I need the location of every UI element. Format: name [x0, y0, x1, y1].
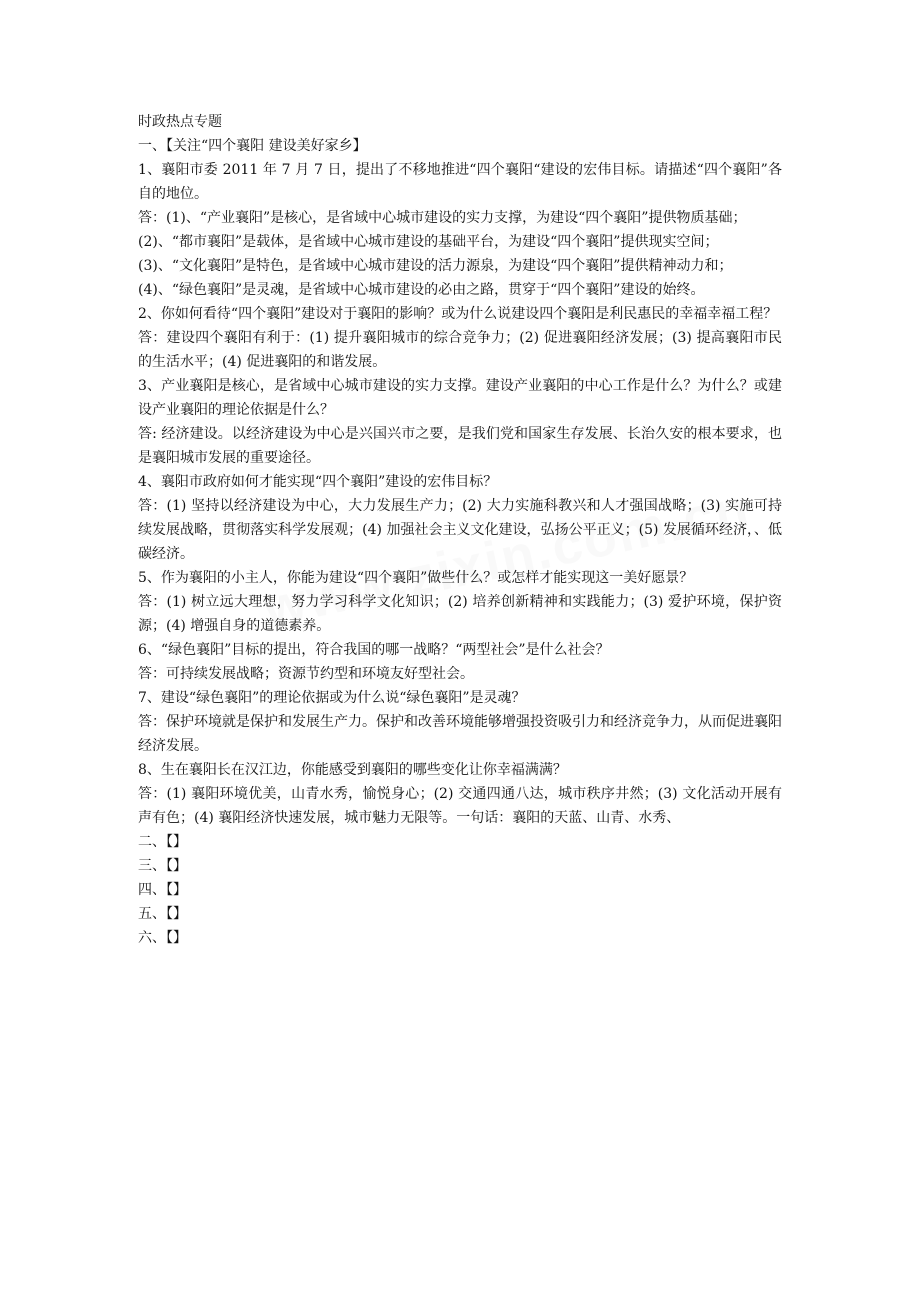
- answer-2: 答：建设四个襄阳有利于：(1) 提升襄阳城市的综合竞争力；(2) 促进襄阳经济发展；(3) 提高襄阳市民的生活水平；(4) 促进襄阳的和谐发展。: [138, 330, 782, 370]
- answer-1-part-1: 答：(1)、“产业襄阳”是核心，是省域中心城市建设的实力支撑，为建设“四个襄阳”提供物质基础；: [138, 210, 747, 226]
- answer-7: 答：保护环境就是保护和发展生产力。保护和改善环境能够增强投资吸引力和经济竞争力，从而促进襄阳经济发展。: [138, 714, 782, 754]
- section-heading-3: 三、【】: [138, 858, 187, 874]
- answer-1-part-3: (3)、“文化襄阳”是特色，是省域中心城市建设的活力源泉，为建设“四个襄阳”提供精神动力和；: [138, 258, 733, 274]
- question-2: 2、你如何看待“四个襄阳”建设对于襄阳的影响？或为什么说建设四个襄阳是利民惠民的幸福幸福工程？: [138, 306, 778, 322]
- question-1: 1、襄阳市委 2011 年 7 月 7 日，提出了不移地推进“四个襄阳“建设的宏伟目标。请描述“四个襄阳”各自的地位。: [138, 162, 782, 202]
- document-title: 时政热点专题: [138, 114, 222, 130]
- question-5: 5、作为襄阳的小主人，你能为建设“四个襄阳”做些什么？或怎样才能实现这一美好愿景？: [138, 570, 694, 586]
- document-body: [138, 110, 782, 950]
- question-6: 6、“绿色襄阳”目标的提出，符合我国的哪一战略？“两型社会”是什么社会？: [138, 642, 610, 658]
- answer-1-part-4: (4)、“绿色襄阳”是灵魂，是省域中心城市建设的必由之路，贯穿于“四个襄阳”建设的始终。: [138, 282, 705, 298]
- section-heading-5: 五、【】: [138, 906, 187, 922]
- answer-1-part-2: (2)、“都市襄阳”是载体，是省域中心城市建设的基础平台，为建设“四个襄阳”提供现实空间；: [138, 234, 719, 250]
- question-3: 3、产业襄阳是核心，是省域中心城市建设的实力支撑。建设产业襄阳的中心工作是什么？为什么？或建设产业襄阳的理论依据是什么？: [138, 378, 782, 418]
- answer-4: 答：(1) 坚持以经济建设为中心，大力发展生产力；(2) 大力实施科教兴和人才强国战略；(3) 实施可持续发展战略，贯彻落实科学发展观；(4) 加强社会主义文化建设，弘扬公平正义；(5) 发展循环经济，、低碳经济。: [138, 498, 782, 562]
- section-heading-6: 六、【】: [138, 930, 187, 946]
- question-4: 4、襄阳市政府如何才能实现“四个襄阳”建设的宏伟目标？: [138, 474, 498, 490]
- answer-6: 答：可持续发展战略；资源节约型和环境友好型社会。: [138, 666, 474, 682]
- question-7: 7、建设“绿色襄阳”的理论依据或为什么说“绿色襄阳”是灵魂？: [138, 690, 526, 706]
- answer-3: 答: 经济建设。以经济建设为中心是兴国兴市之要，是我们党和国家生存发展、长治久安的根本要求，也是襄阳城市发展的重要途径。: [138, 426, 782, 466]
- answer-8: 答：(1) 襄阳环境优美，山青水秀，愉悦身心；(2) 交通四通八达，城市秩序井然；(3) 文化活动开展有声有色；(4) 襄阳经济快速发展，城市魅力无限等。一句话：襄阳的天蓝、山青、水秀、: [138, 786, 782, 826]
- section-heading-1: 一、【关注“四个襄阳 建设美好家乡】: [138, 138, 367, 154]
- question-8: 8、生在襄阳长在汉江边，你能感受到襄阳的哪些变化让你幸福满满？: [138, 762, 567, 778]
- section-heading-4: 四、【】: [138, 882, 187, 898]
- section-heading-2: 二、【】: [138, 834, 187, 850]
- answer-5: 答：(1) 树立远大理想，努力学习科学文化知识；(2) 培养创新精神和实践能力；(3) 爱护环境，保护资源；(4) 增强自身的道德素养。: [138, 594, 782, 634]
